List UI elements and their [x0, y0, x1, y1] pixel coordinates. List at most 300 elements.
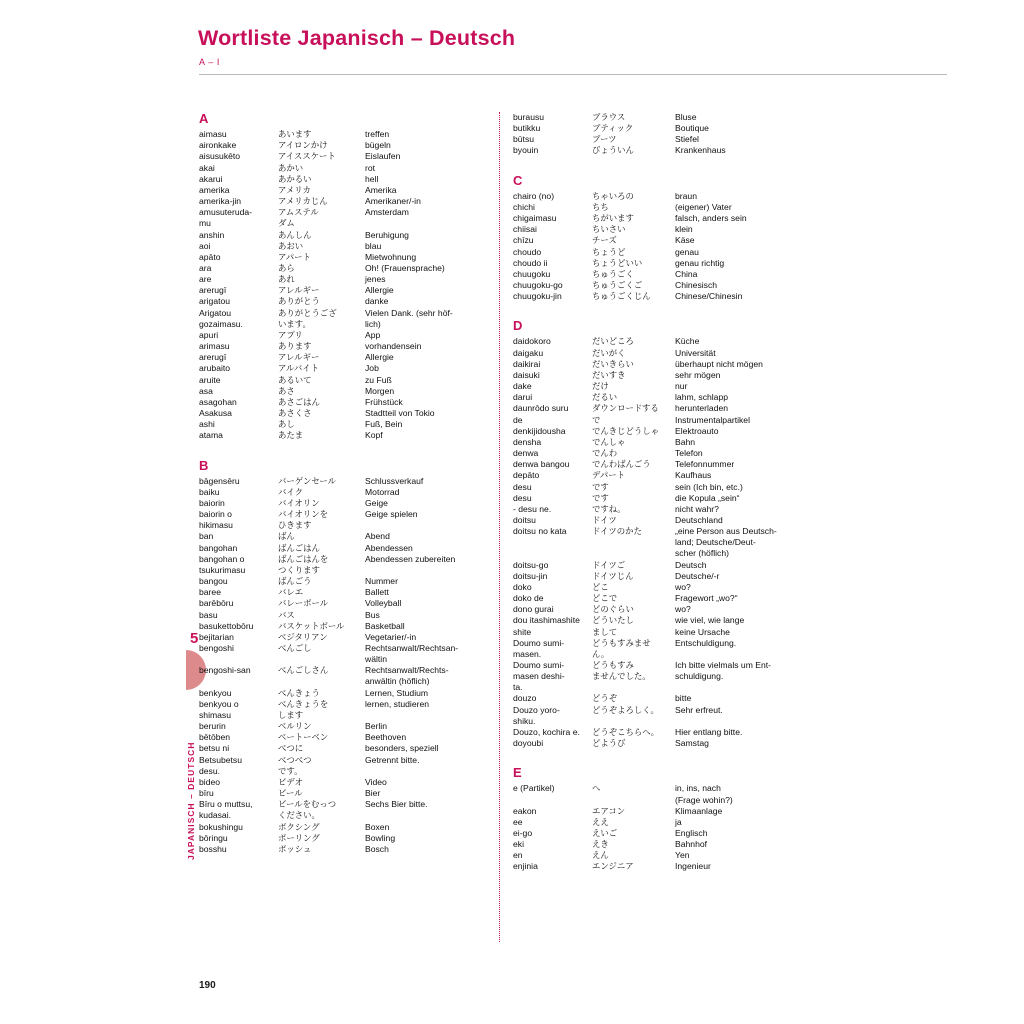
entry-romaji: byouin	[513, 145, 539, 156]
dictionary-entry	[199, 375, 489, 386]
chapter-number: 5	[190, 630, 199, 647]
entry-romaji: arerugī	[199, 352, 227, 363]
entry-german: Basketball	[365, 620, 405, 631]
entry-romaji: daidokoro	[513, 336, 551, 347]
entry-german: Deutsche/-r	[675, 570, 720, 581]
entry-japanese: です。	[278, 765, 303, 776]
entry-japanese: あさ	[278, 385, 295, 396]
entry-romaji: de	[513, 414, 523, 425]
entry-german: genau	[675, 246, 699, 257]
entry-romaji: atama	[199, 430, 223, 441]
entry-japanese: えん	[592, 850, 609, 861]
entry-german: Frühstück	[365, 396, 403, 407]
entry-japanese: あし	[278, 419, 295, 430]
dictionary-entry	[199, 699, 489, 710]
dictionary-entry	[513, 660, 813, 671]
entry-japanese: どうもすみ	[592, 660, 634, 670]
entry-romaji: aruite	[199, 374, 221, 385]
entry-japanese: べんきょう	[278, 687, 320, 698]
entry-romaji: aisusukēto	[199, 151, 241, 162]
entry-japanese: バレーボール	[278, 598, 329, 609]
dictionary-entry	[513, 828, 813, 839]
entry-japanese: ばんごはん	[278, 542, 320, 553]
dictionary-entry	[513, 202, 813, 213]
entry-german: Oh! (Frauensprache)	[365, 263, 445, 274]
entry-romaji: Douzo yoro-	[513, 704, 560, 715]
entry-german: zu Fuß	[365, 374, 392, 385]
dictionary-entry	[199, 151, 489, 162]
dictionary-entry	[199, 419, 489, 430]
dictionary-entry	[199, 654, 489, 665]
entry-romaji: Asakusa	[199, 408, 232, 419]
page-number: 190	[199, 980, 216, 991]
dictionary-entry	[513, 493, 813, 504]
entry-german: Abendessen zubereiten	[365, 553, 456, 564]
entry-german: schuldigung.	[675, 671, 724, 682]
dictionary-entry	[513, 537, 813, 548]
entry-romaji: apāto	[199, 251, 221, 262]
dictionary-entry	[513, 548, 813, 559]
dictionary-entry	[513, 861, 813, 872]
entry-romaji: berurin	[199, 721, 226, 732]
entry-german: Beruhigung	[365, 229, 409, 240]
page-subtitle: A – I	[199, 57, 221, 67]
dictionary-entry	[513, 381, 813, 392]
dictionary-entry	[199, 196, 489, 207]
dictionary-entry	[513, 795, 813, 806]
entry-german: (Frage wohin?)	[675, 794, 733, 805]
entry-german: Bluse	[675, 112, 697, 122]
entry-romaji: are	[199, 274, 212, 285]
entry-japanese: エアコン	[592, 805, 626, 816]
entry-romaji: desu.	[199, 765, 221, 776]
dictionary-entry	[513, 426, 813, 437]
entry-romaji: arigatou	[199, 296, 231, 307]
entry-romaji: dake	[513, 381, 532, 392]
section-spacer	[513, 749, 813, 766]
entry-german: lahm, schlapp	[675, 392, 729, 403]
entry-japanese: どういたし	[592, 615, 634, 626]
dictionary-entry	[513, 291, 813, 302]
entry-romaji: ta.	[513, 682, 523, 693]
entry-romaji: enjinia	[513, 861, 538, 872]
dictionary-entry	[199, 241, 489, 252]
entry-japanese: へ	[592, 783, 601, 794]
dictionary-entry	[199, 509, 489, 520]
entry-japanese: どのぐらい	[592, 604, 634, 615]
dictionary-entry	[513, 348, 813, 359]
entry-japanese: どうぞよろしく。	[592, 704, 659, 715]
entry-german: Sechs Bier bitte.	[365, 799, 428, 810]
entry-romaji: bāgensēru	[199, 475, 240, 486]
entry-japanese: どうぞ	[592, 693, 618, 704]
dictionary-entry	[513, 392, 813, 403]
entry-japanese: アレルギー	[278, 352, 320, 363]
entry-romaji: baree	[199, 587, 221, 598]
dictionary-entry	[199, 296, 489, 307]
entry-japanese: べんきょうを	[278, 698, 329, 709]
entry-german: (eigener) Vater	[675, 201, 732, 212]
entry-german: Chinesisch	[675, 280, 718, 291]
entry-romaji: shimasu	[199, 709, 231, 720]
entry-german: Bosch	[365, 843, 389, 854]
entry-german: Allergie	[365, 285, 394, 296]
entry-romaji: douzo	[513, 693, 537, 704]
entry-german: die Kopula „sein“	[675, 492, 740, 503]
entry-japanese: アプリ	[278, 329, 303, 340]
entry-japanese: まして	[592, 626, 618, 637]
entry-german: blau	[365, 240, 382, 251]
dictionary-entry	[513, 615, 813, 626]
entry-romaji: ara	[199, 263, 212, 274]
entry-japanese: ちゅうごくじん	[592, 291, 651, 302]
entry-romaji: chuugoku-go	[513, 280, 563, 291]
dictionary-entry	[513, 582, 813, 593]
entry-romaji: akarui	[199, 173, 223, 184]
entry-japanese: ドイツのかた	[592, 526, 642, 537]
dictionary-entry	[199, 397, 489, 408]
entry-german: sehr mögen	[675, 369, 721, 380]
entry-german: App	[365, 329, 381, 340]
dictionary-entry	[199, 565, 489, 576]
section-spacer	[513, 302, 813, 319]
entry-romaji: en	[513, 850, 523, 861]
entry-german: lich)	[365, 318, 381, 329]
dictionary-entry	[199, 844, 489, 855]
entry-german: Boxen	[365, 821, 390, 832]
dictionary-entry	[199, 743, 489, 754]
header-divider	[199, 74, 947, 75]
entry-japanese: どこで	[592, 593, 618, 604]
dictionary-entry	[513, 627, 813, 638]
entry-german: Amsterdam	[365, 207, 409, 218]
section-letter-heading: A	[199, 111, 209, 126]
dictionary-entry	[199, 621, 489, 632]
entry-japanese: います。	[278, 318, 311, 329]
entry-japanese: どようび	[592, 738, 626, 749]
entry-romaji: depāto	[513, 470, 540, 481]
entry-german: Kaufhaus	[675, 470, 712, 481]
entry-japanese: あいます	[278, 129, 312, 140]
entry-japanese: だるい	[592, 392, 618, 403]
entry-japanese: バスケットボール	[278, 620, 345, 631]
dictionary-entry	[199, 766, 489, 777]
entry-german: keine Ursache	[675, 626, 730, 637]
dictionary-entry	[513, 526, 813, 537]
chapter-side-label: JAPANISCH – DEUTSCH	[186, 741, 196, 860]
entry-japanese: アメリカ	[278, 184, 311, 195]
entry-japanese: ちち	[592, 201, 609, 212]
entry-german: Vielen Dank. (sehr höf-	[365, 307, 453, 318]
entry-romaji: Doumo sumi-	[513, 660, 565, 670]
dictionary-entry	[513, 269, 813, 280]
entry-japanese: あら	[278, 263, 295, 274]
dictionary-entry	[513, 370, 813, 381]
entry-romaji: barēbōru	[199, 598, 234, 609]
entry-japanese: ありがとうござ	[278, 307, 337, 318]
entry-german: Kopf	[365, 430, 383, 441]
entry-japanese: あるいて	[278, 374, 312, 385]
dictionary-entry	[513, 649, 813, 660]
entry-romaji: choudo	[513, 246, 542, 257]
entry-japanese: あさくさ	[278, 408, 312, 419]
entry-romaji: doko de	[513, 593, 544, 604]
entry-romaji: eakon	[513, 805, 537, 816]
entry-german: lernen, studieren	[365, 698, 430, 709]
dictionary-entry	[513, 459, 813, 470]
entry-japanese: アパート	[278, 251, 311, 262]
entry-romaji: aironkake	[199, 140, 237, 151]
entry-japanese: だいどころ	[592, 336, 634, 347]
dictionary-entry	[513, 247, 813, 258]
entry-german: Bowling	[365, 832, 396, 843]
dictionary-entry	[199, 632, 489, 643]
dictionary-entry	[199, 386, 489, 397]
dictionary-entry	[513, 224, 813, 235]
dictionary-entry	[199, 363, 489, 374]
entry-japanese: べんごし	[278, 643, 312, 653]
entry-romaji: ashi	[199, 419, 215, 430]
entry-romaji: aimasu	[199, 129, 227, 140]
dictionary-entry	[513, 403, 813, 414]
entry-german: Getrennt bitte.	[365, 754, 420, 765]
entry-japanese: アムステル	[278, 207, 319, 218]
dictionary-entry	[513, 213, 813, 224]
entry-german: Deutschland	[675, 514, 723, 525]
entry-japanese: ボッシュ	[278, 843, 312, 854]
entry-japanese: ドイツじん	[592, 570, 634, 581]
entry-german: vorhandensein	[365, 341, 422, 352]
entry-romaji: doitsu-jin	[513, 570, 548, 581]
entry-german: danke	[365, 296, 389, 307]
dictionary-entry	[513, 112, 813, 123]
dictionary-entry	[199, 129, 489, 140]
entry-romaji: bīru	[199, 788, 214, 799]
dictionary-entry	[513, 638, 813, 649]
dictionary-entry	[199, 330, 489, 341]
dictionary-entry	[513, 727, 813, 738]
entry-romaji: Bīru o muttsu,	[199, 799, 253, 810]
entry-german: Geige	[365, 497, 388, 508]
entry-japanese: ばん	[278, 531, 295, 542]
entry-japanese: バレエ	[278, 587, 304, 598]
dictionary-entry	[199, 576, 489, 587]
entry-romaji: bosshu	[199, 843, 227, 854]
entry-romaji: amusuteruda-	[199, 207, 253, 218]
entry-japanese: ちょうどいい	[592, 257, 643, 268]
entry-romaji: chuugoku-jin	[513, 291, 562, 302]
entry-romaji: benkyou o	[199, 698, 239, 709]
entry-german: nur	[675, 381, 688, 392]
entry-german: wie viel, wie lange	[675, 615, 745, 626]
entry-german: Bus	[365, 609, 380, 620]
entry-romaji: apuri	[199, 329, 219, 340]
dictionary-entry	[199, 207, 489, 218]
entry-german: Stiefel	[675, 134, 699, 145]
entry-romaji: daisuki	[513, 369, 540, 380]
dictionary-entry	[199, 665, 489, 676]
section-spacer	[513, 157, 813, 174]
dictionary-entry	[199, 520, 489, 531]
entry-romaji: arubaito	[199, 363, 231, 374]
entry-german: Rechtsanwalt/Rechtsan-	[365, 643, 459, 653]
dictionary-entry	[199, 554, 489, 565]
entry-german: Berlin	[365, 721, 387, 732]
entry-japanese: どうぞこちらへ。	[592, 726, 659, 737]
entry-romaji: butikku	[513, 123, 541, 134]
entry-romaji: burausu	[513, 112, 545, 122]
entry-german: Fuß, Bein	[365, 419, 403, 430]
entry-german: Mietwohnung	[365, 251, 417, 262]
dictionary-entry	[199, 341, 489, 352]
entry-romaji: bejitarian	[199, 631, 234, 642]
dictionary-entry	[513, 415, 813, 426]
entry-japanese: べつに	[278, 743, 304, 754]
entry-japanese: アメリカじん	[278, 196, 328, 207]
entry-german: ja	[675, 816, 682, 827]
entry-romaji: doitsu-go	[513, 559, 549, 570]
entry-japanese: ドイツ	[592, 514, 617, 525]
entry-german: Bier	[365, 788, 381, 799]
dictionary-entry	[513, 817, 813, 828]
entry-japanese: ばんごう	[278, 576, 312, 587]
dictionary-entry	[513, 145, 813, 156]
entry-romaji: asa	[199, 385, 213, 396]
entry-japanese: します	[278, 709, 304, 720]
entry-japanese: だいがく	[592, 347, 626, 358]
dictionary-entry	[199, 498, 489, 509]
entry-japanese: でんきじどうしゃ	[592, 425, 659, 436]
dictionary-entry	[199, 408, 489, 419]
dictionary-entry	[513, 716, 813, 727]
entry-german: Boutique	[675, 123, 709, 134]
entry-romaji: ee	[513, 816, 523, 827]
dictionary-entry	[199, 476, 489, 487]
dictionary-entry	[199, 822, 489, 833]
entry-japanese: ですね。	[592, 503, 626, 514]
dictionary-entry	[199, 230, 489, 241]
entry-romaji: - desu ne.	[513, 503, 552, 514]
dictionary-entry	[513, 783, 813, 794]
entry-german: Ingenieur	[675, 861, 711, 872]
dictionary-entry	[513, 806, 813, 817]
entry-german: Job	[365, 363, 379, 374]
entry-japanese: エンジニア	[592, 861, 634, 872]
column-divider-dotted	[499, 112, 500, 942]
entry-romaji: bangou	[199, 576, 228, 587]
entry-german: Küche	[675, 336, 700, 347]
entry-german: Motorrad	[365, 486, 400, 497]
entry-japanese: バイオリンを	[278, 509, 328, 520]
entry-romaji: eki	[513, 839, 524, 850]
section-spacer	[199, 442, 489, 459]
entry-romaji: daigaku	[513, 347, 544, 358]
entry-japanese: ベルリン	[278, 721, 312, 732]
entry-japanese: あれ	[278, 274, 295, 285]
entry-romaji: kudasai.	[199, 810, 232, 821]
entry-romaji: hikimasu	[199, 520, 233, 531]
entry-german: Ich bitte vielmals um Ent-	[675, 660, 771, 670]
entry-german: Abend	[365, 531, 390, 542]
entry-japanese: ブラウス	[592, 112, 626, 122]
entry-japanese: ビール	[278, 788, 303, 799]
entry-japanese: バイク	[278, 486, 303, 497]
entry-japanese: ちゅうごく	[592, 268, 634, 279]
dictionary-entry	[513, 448, 813, 459]
entry-japanese: つくります	[278, 564, 320, 575]
entry-german: Lernen, Studium	[365, 687, 429, 698]
entry-romaji: bangohan	[199, 542, 238, 553]
entry-romaji: denwa	[513, 448, 539, 459]
entry-japanese: です	[592, 481, 609, 492]
entry-romaji: daunrōdo suru	[513, 403, 569, 414]
entry-japanese: えいご	[592, 828, 618, 839]
entry-romaji: betsu ni	[199, 743, 230, 754]
entry-german: wo?	[675, 604, 691, 615]
entry-romaji: bideo	[199, 776, 221, 787]
entry-japanese: ベジタリアン	[278, 631, 328, 642]
entry-romaji: bengoshi	[199, 643, 234, 653]
dictionary-entry	[199, 319, 489, 330]
entry-japanese: ビデオ	[278, 776, 303, 787]
entry-japanese: ブーツ	[592, 134, 617, 145]
entry-german: anwältin (höflich)	[365, 676, 430, 687]
entry-romaji: chichi	[513, 201, 535, 212]
entry-german: überhaupt nicht mögen	[675, 358, 763, 369]
entry-german: Klimaanlage	[675, 805, 723, 816]
entry-german: Sehr erfreut.	[675, 704, 723, 715]
page-title: Wortliste Japanisch – Deutsch	[198, 26, 516, 50]
entry-japanese: デパート	[592, 470, 625, 481]
dictionary-entry	[199, 587, 489, 598]
entry-japanese: で	[592, 414, 601, 425]
entry-romaji: choudo ii	[513, 257, 548, 268]
entry-romaji: ei-go	[513, 828, 533, 839]
entry-german: Samstag	[675, 738, 709, 749]
entry-japanese: ベートーベン	[278, 732, 329, 743]
dictionary-entry	[199, 308, 489, 319]
entry-japanese: どうもすみませ	[592, 637, 651, 648]
entry-german: Geige spielen	[365, 509, 418, 520]
entry-japanese: ボクシング	[278, 821, 320, 832]
dictionary-entry	[199, 430, 489, 441]
entry-japanese: ええ	[592, 816, 609, 827]
entry-german: Käse	[675, 235, 695, 246]
entry-japanese: あかるい	[278, 173, 312, 184]
entry-romaji: anshin	[199, 229, 225, 240]
entry-romaji: chuugoku	[513, 268, 551, 279]
dictionary-entry	[513, 839, 813, 850]
entry-german: genau richtig	[675, 257, 725, 268]
entry-romaji: amerika	[199, 184, 230, 195]
dictionary-entry	[513, 191, 813, 202]
dictionary-entry	[199, 777, 489, 788]
entry-german: Allergie	[365, 352, 394, 363]
entry-german: scher (höflich)	[675, 548, 729, 559]
entry-german: wo?	[675, 581, 691, 592]
dictionary-entry	[199, 185, 489, 196]
entry-romaji: aoi	[199, 240, 211, 251]
entry-german: China	[675, 268, 698, 279]
entry-romaji: desu	[513, 481, 532, 492]
wordlist-column-left	[199, 112, 489, 855]
entry-german: Video	[365, 776, 387, 787]
section-letter-heading: E	[513, 765, 522, 781]
entry-romaji: denkijidousha	[513, 425, 566, 436]
entry-german: „eine Person aus Deutsch-	[675, 526, 777, 537]
entry-german: Ballett	[365, 587, 389, 598]
dictionary-entry	[513, 515, 813, 526]
